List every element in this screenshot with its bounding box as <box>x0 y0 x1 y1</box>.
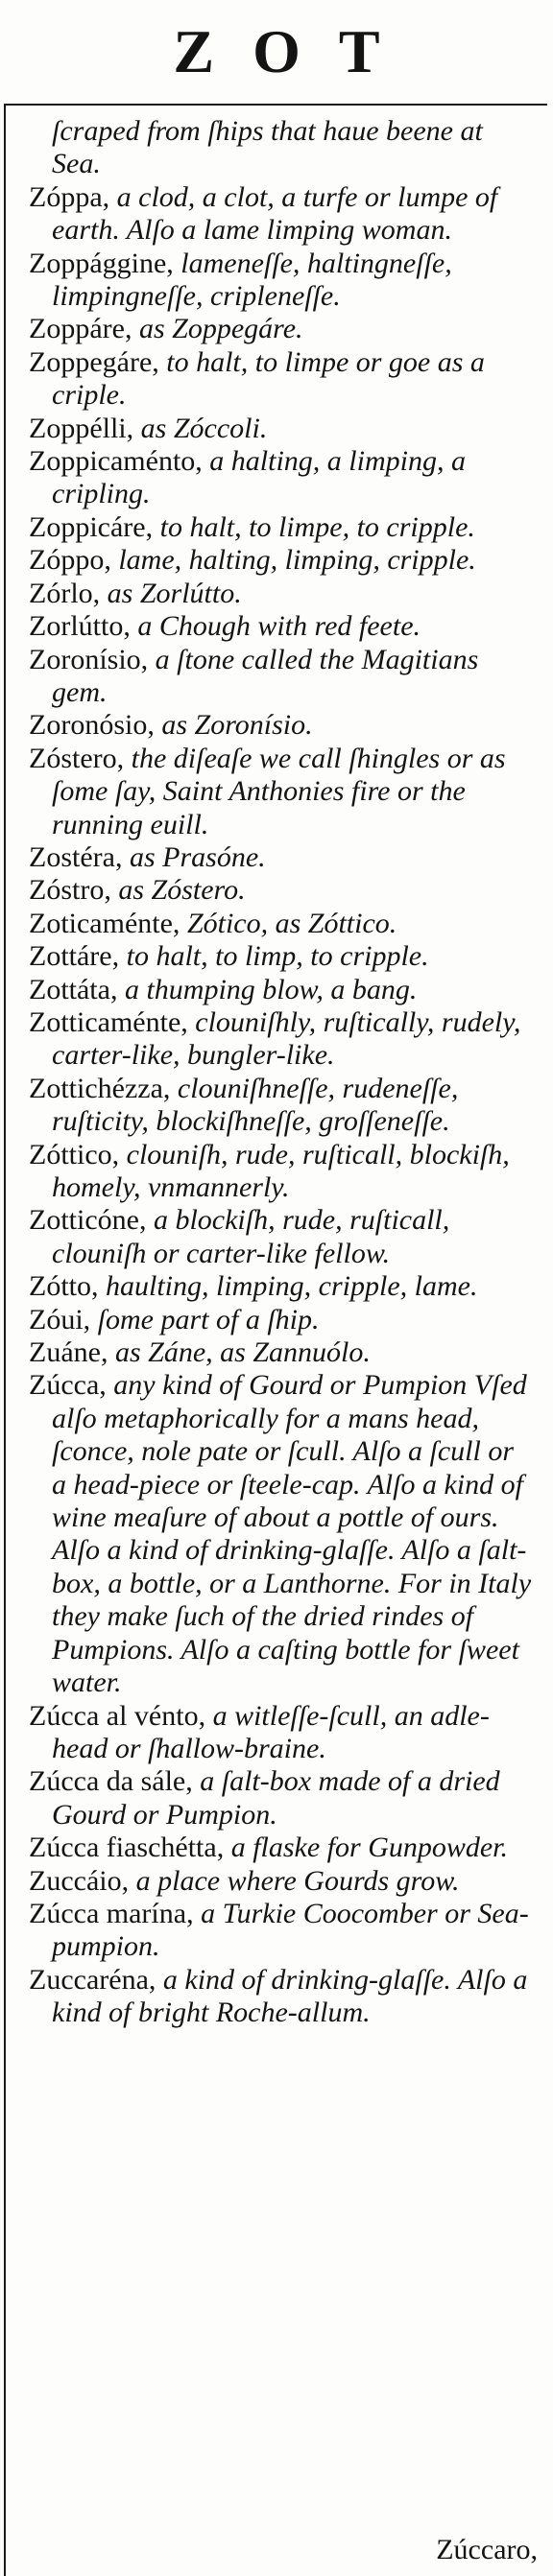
dictionary-entry <box>29 1073 534 1139</box>
entry-headword: Zóppa, <box>29 180 110 213</box>
dictionary-entry <box>29 940 534 973</box>
entry-headword: Zuáne, <box>29 1336 108 1369</box>
entry-headword: Zotticaménte, <box>29 1005 188 1038</box>
dictionary-entry <box>29 578 534 610</box>
dictionary-entry <box>29 1898 534 1964</box>
dictionary-entry <box>29 1270 534 1303</box>
entry-headword: Zostéra, <box>29 840 123 873</box>
dictionary-entry <box>29 313 534 345</box>
dictionary-entry <box>29 445 534 511</box>
entry-definition: any kind of Gourd or Pumpion Vſed alſo metaphorically for a mans head, ſconce, nole pate or ſcull. Alſo a ſcull or a head-piece or ſteele-cap. Alſo a kind of wine meaſure of about a pottle of ours. Alſo a kind of drinking-glaſſe. Alſo a ſalt-box, a bottle, or a Lanthorne. For in Italy they make ſuch of the dried rindes of Pumpions. Alſo a caſting bottle for ſweet water. <box>52 1369 532 1699</box>
entry-definition: to halt, to limpe or goe as a criple. <box>52 345 485 412</box>
dictionary-entry <box>29 908 534 940</box>
header-title: ZOT <box>173 17 419 85</box>
dictionary-entry <box>29 1304 534 1336</box>
entry-headword: Zóttico, <box>29 1138 120 1170</box>
dictionary-entry <box>29 248 534 314</box>
entry-headword: Zúcca marína, <box>29 1897 194 1929</box>
entry-definition: as Zorlútto. <box>100 577 242 609</box>
entry-headword: Zúcca al vénto, <box>29 1699 206 1732</box>
entry-definition: a thumping blow, a bang. <box>117 973 418 1005</box>
entry-definition: as Zóstero. <box>110 874 246 907</box>
entry-headword: Zoppicaménto, <box>29 445 203 478</box>
entry-headword: Zótto, <box>29 1270 99 1303</box>
dictionary-entry <box>29 181 534 248</box>
entry-definition: ſcraped from ſhips that haue beene at Sea. <box>52 115 483 180</box>
dictionary-entry <box>29 1006 534 1073</box>
entry-definition: clouniſhneſſe, rudeneſſe, ruſticity, blockiſhneſſe, groſſeneſſe. <box>52 1072 459 1138</box>
entry-headword: Zoppáre, <box>29 313 132 345</box>
dictionary-entry <box>29 709 534 742</box>
entry-definition: as Zoppegáre. <box>132 313 303 345</box>
dictionary-entry <box>29 1700 534 1766</box>
entry-headword: Zuccaréna, <box>29 1963 156 1996</box>
entry-definition: a witleſſe-ſcull, an adle-head or ſhallow-braine. <box>52 1699 490 1764</box>
entry-headword: Zotticóne, <box>29 1204 147 1237</box>
entry-headword: Zoppélli, <box>29 412 134 444</box>
entry-definition: a place where Gourds grow. <box>129 1864 460 1897</box>
entry-definition: a ſalt-box made of a dried Gourd or Pumpion. <box>52 1765 500 1831</box>
entry-definition: clouniſhly, ruſtically, rudely, carter-like, bungler-like. <box>52 1005 521 1072</box>
entry-headword: Zottáta, <box>29 973 118 1005</box>
entry-headword: Zóstero, <box>29 742 125 774</box>
entry-definition: Zótico, as Zóttico. <box>180 907 397 939</box>
page-header <box>0 0 553 104</box>
entry-headword: Zóui, <box>29 1303 91 1335</box>
entry-definition: a kind of drinking-glaſſe. Alſo a kind of bright Roche-allum. <box>52 1963 528 2029</box>
dictionary-entry <box>29 1369 534 1699</box>
entry-headword: Zoppággine, <box>29 247 174 279</box>
entry-definition: a halting, a limping, a cripling. <box>52 445 466 510</box>
dictionary-entry <box>29 874 534 907</box>
entry-definition: a ſtone called the Magitians gem. <box>52 643 479 708</box>
entry-headword: Zoronísio, <box>29 643 149 675</box>
entry-headword: Zoticaménte, <box>29 907 180 939</box>
entry-headword: Zórlo, <box>29 577 101 609</box>
dictionary-entry <box>29 346 534 413</box>
dictionary-entry <box>29 1865 534 1898</box>
entry-headword: Zoppegáre, <box>29 345 159 378</box>
dictionary-entry <box>29 644 534 710</box>
dictionary-entry <box>29 115 534 181</box>
entry-headword: Zóstro, <box>29 874 111 907</box>
entry-definition: the diſeaſe we call ſhingles or as ſome ſay, Saint Anthonies fire or the running euill. <box>52 742 506 840</box>
entry-definition: as Zóccoli. <box>133 412 268 444</box>
dictionary-entry <box>29 511 534 544</box>
dictionary-entry <box>29 743 534 841</box>
entry-definition: a Chough with red feete. <box>130 610 421 643</box>
dictionary-entry <box>29 544 534 577</box>
entry-definition: as Zoronísio. <box>154 709 313 742</box>
entry-definition: as Prasóne. <box>122 840 266 873</box>
entry-headword: Zottichézza, <box>29 1072 171 1104</box>
dictionary-entry <box>29 974 534 1006</box>
entry-definition: to halt, to limp, to cripple. <box>119 940 429 973</box>
entry-definition: a blockiſh, rude, ruſticall, clouniſh or carter-like fellow. <box>52 1204 450 1269</box>
entry-definition: lame, halting, limping, cripple. <box>110 544 476 577</box>
entry-headword: Zottáre, <box>29 940 120 973</box>
entry-definition: a Turkie Coocomber or Sea-pumpion. <box>52 1897 529 1963</box>
entry-definition: a flaske for Gunpowder. <box>224 1832 509 1864</box>
dictionary-entry <box>29 1336 534 1369</box>
entry-list <box>29 115 534 2030</box>
entry-definition: clouniſh, rude, ruſticall, blockiſh, homely, vnmannerly. <box>52 1138 510 1203</box>
entry-headword: Zoppicáre, <box>29 510 154 543</box>
entry-headword: Zóppo, <box>29 544 111 577</box>
entry-definition: as Záne, as Zannuólo. <box>108 1336 371 1369</box>
entry-definition: to halt, to limpe, to cripple. <box>153 510 475 543</box>
entry-definition: a clod, a clot, a turfe or lumpe of earth. Alſo a lame limping woman. <box>52 180 498 247</box>
dictionary-entry <box>29 841 534 874</box>
entry-definition: haulting, limping, cripple, lame. <box>98 1270 478 1303</box>
catchword: Zúccaro, <box>436 2534 538 2565</box>
entry-headword: Zoronósio, <box>29 709 155 742</box>
dictionary-entry <box>29 610 534 643</box>
entry-headword: Zúcca fiaschétta, <box>29 1832 225 1864</box>
entry-headword: Zúcca da sále, <box>29 1765 193 1798</box>
dictionary-entry <box>29 1964 534 2030</box>
entry-definition: lameneſſe, haltingneſſe, limpingneſſe, cripleneſſe. <box>52 247 452 313</box>
entry-definition: ſome part of a ſhip. <box>90 1303 320 1335</box>
entry-headword: Zorlútto, <box>29 610 131 643</box>
dictionary-entry <box>29 1832 534 1864</box>
dictionary-entry <box>29 413 534 445</box>
dictionary-entry <box>29 1765 534 1832</box>
dictionary-entry <box>29 1204 534 1270</box>
dictionary-entry <box>29 1139 534 1205</box>
entry-headword: Zúcca, <box>29 1369 107 1402</box>
entry-headword: Zuccáio, <box>29 1864 130 1897</box>
